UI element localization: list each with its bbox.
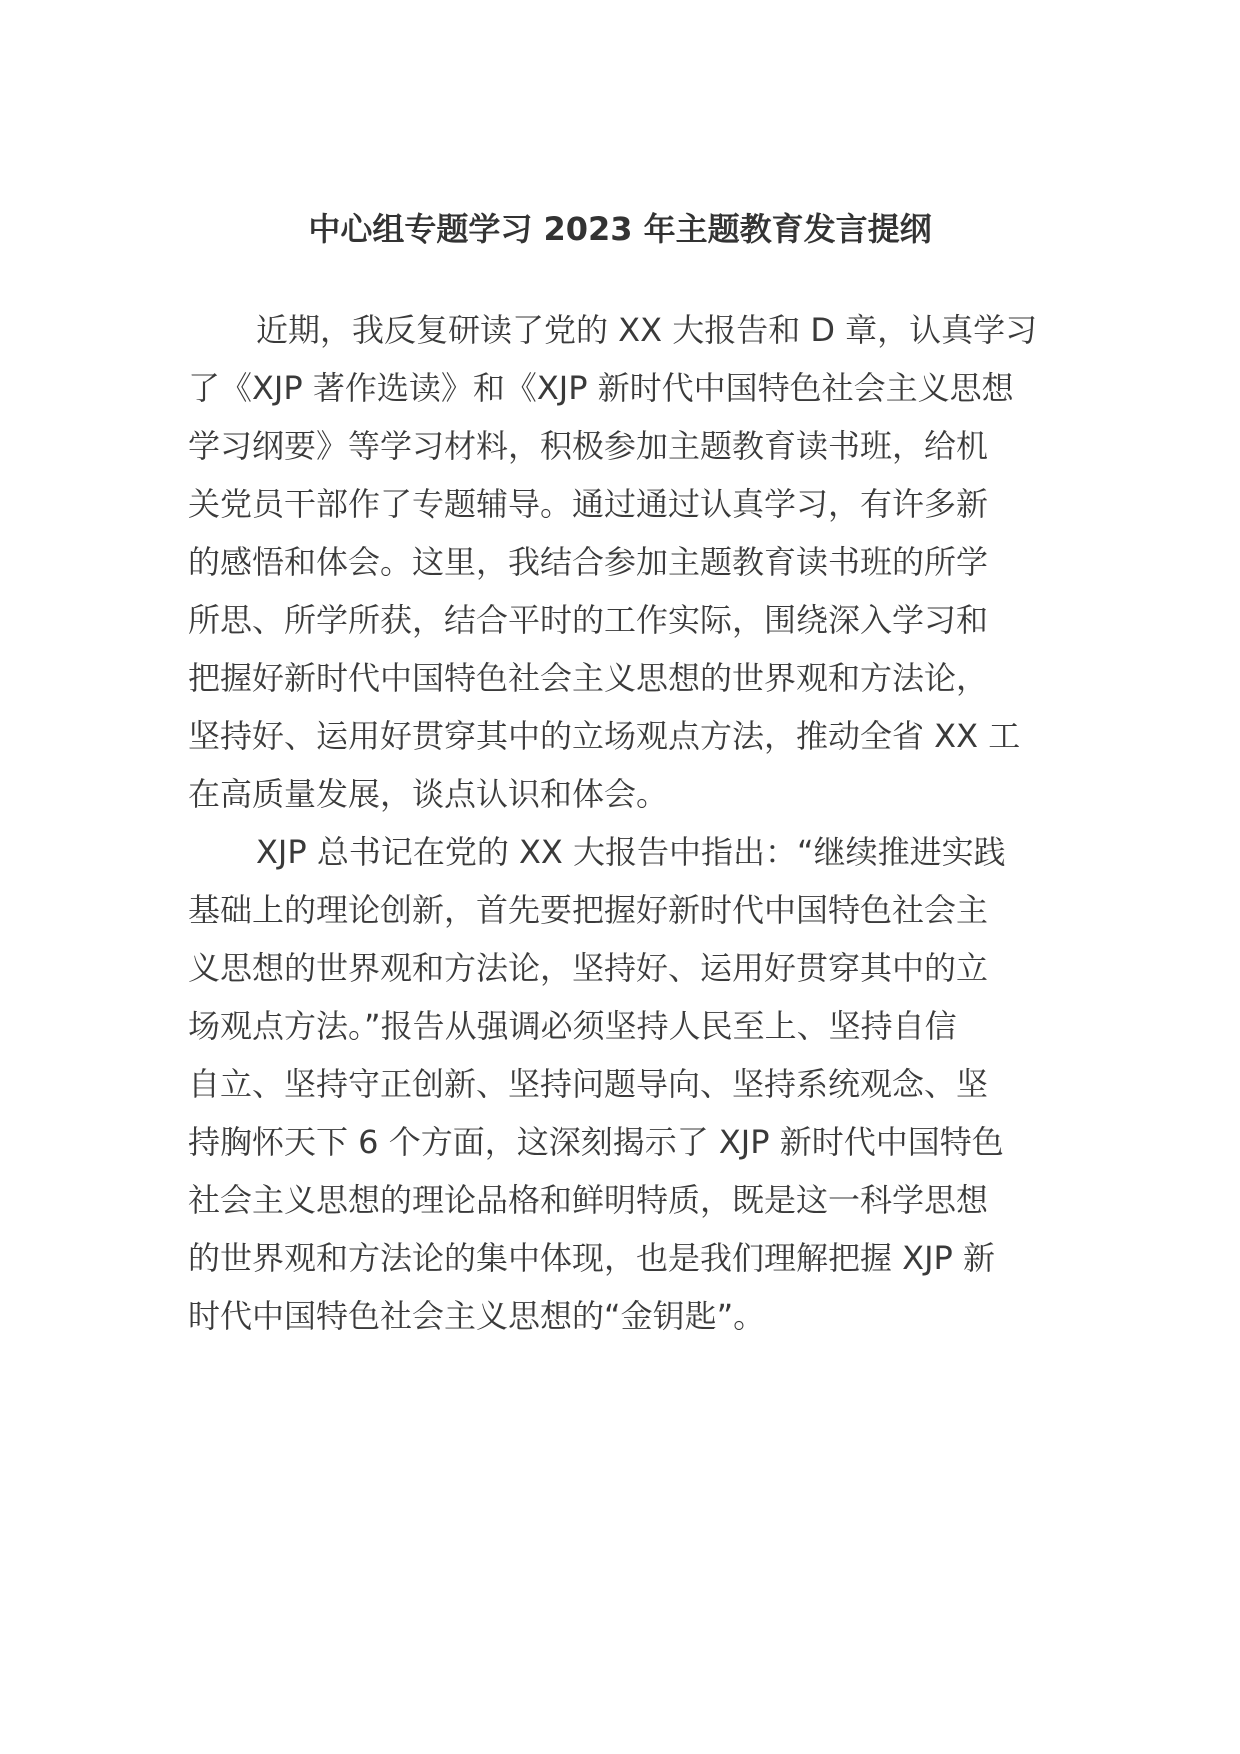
paragraph-2-line-5: 自立、坚持守正创新、坚持问题导向、坚持系统观念、坚 [188, 1065, 989, 1103]
paragraph-1-line-2: 了《XJP 著作选读》和《XJP 新时代中国特色社会主义思想 [188, 369, 1014, 407]
paragraph-1-line-8: 坚持好、运用好贯穿其中的立场观点方法，推动全省 XX 工 [188, 717, 1021, 755]
paragraph-1-line-1: 近期，我反复研读了党的 XX 大报告和 D 章，认真学习 [256, 311, 1038, 349]
paragraph-2-line-4: 场观点方法。”报告从强调必须坚持人民至上、坚持自信 [188, 1007, 957, 1045]
paragraph-1-line-6: 所思、所学所获，结合平时的工作实际，围绕深入学习和 [188, 601, 989, 639]
paragraph-2-line-9: 时代中国特色社会主义思想的“金钥匙”。 [188, 1297, 766, 1335]
paragraph-1-line-5: 的感悟和体会。这里，我结合参加主题教育读书班的所学 [188, 543, 989, 581]
document-title: 中心组专题学习 2023 年主题教育发言提纲 [308, 210, 932, 248]
paragraph-2-line-1: XJP 总书记在党的 XX 大报告中指出：“继续推进实践 [256, 833, 1006, 871]
paragraph-1-line-7: 把握好新时代中国特色社会主义思想的世界观和方法论， [188, 659, 989, 697]
paragraph-1-line-3: 学习纲要》等学习材料，积极参加主题教育读书班，给机 [188, 427, 989, 465]
paragraph-2-line-2: 基础上的理论创新，首先要把握好新时代中国特色社会主 [188, 891, 989, 929]
paragraph-1-line-9: 在高质量发展，谈点认识和体会。 [188, 775, 669, 813]
paragraph-2-line-7: 社会主义思想的理论品格和鲜明特质，既是这一科学思想 [188, 1181, 989, 1219]
paragraph-2-line-3: 义思想的世界观和方法论，坚持好、运用好贯穿其中的立 [188, 949, 989, 987]
paragraph-1-line-4: 关党员干部作了专题辅导。通过通过认真学习，有许多新 [188, 485, 989, 523]
paragraph-2-line-6: 持胸怀天下 6 个方面，这深刻揭示了 XJP 新时代中国特色 [188, 1123, 1004, 1161]
paragraph-2-line-8: 的世界观和方法论的集中体现，也是我们理解把握 XJP 新 [188, 1239, 996, 1277]
